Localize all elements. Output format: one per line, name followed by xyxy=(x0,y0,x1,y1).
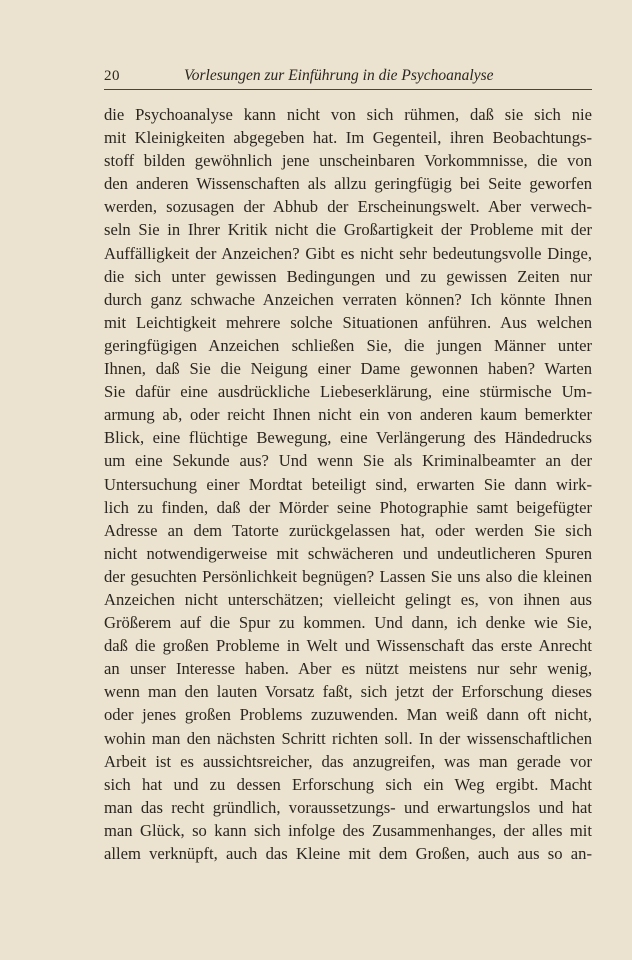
header-rule xyxy=(104,89,592,90)
text-line: man das recht gründlich, voraussetzungs- und erwartungslos und hat xyxy=(104,797,592,817)
text-line: den anderen Wissenschaften als allzu geringfügig bei Seite geworfen xyxy=(104,174,592,194)
page-number: 20 xyxy=(104,68,120,84)
text-line: Sie dafür eine ausdrückliche Liebeserklärung, eine stürmische Um- xyxy=(104,382,592,402)
text-line: Auffälligkeit der Anzeichen? Gibt es nicht sehr bedeutungsvolle Dinge, xyxy=(104,243,592,263)
text-line: daß die großen Probleme in Welt und Wissenschaft das erste Anrecht xyxy=(104,636,592,656)
text-line: mit Kleinigkeiten abgegeben hat. Im Gegenteil, ihren Beobachtungs- xyxy=(104,128,592,148)
running-title: Vorlesungen zur Einführung in die Psychoanalyse xyxy=(184,67,494,84)
text-line: der gesuchten Persönlichkeit begnügen? Lassen Sie uns also die kleinen xyxy=(104,566,592,586)
text-line: stoff bilden gewöhnlich jene unscheinbaren Vorkommnisse, die von xyxy=(104,151,592,171)
text-line: Größerem auf die Spur zu kommen. Und dann, ich denke wie Sie, xyxy=(104,613,592,633)
text-line: mit Leichtigkeit mehrere solche Situationen anführen. Aus welchen xyxy=(104,312,592,332)
text-line: seln Sie in Ihrer Kritik nicht die Großartigkeit der Probleme mit der xyxy=(104,220,592,240)
text-line: allem verknüpft, auch das Kleine mit dem Großen, auch aus so an- xyxy=(104,844,592,863)
text-line: an unser Interesse haben. Aber es nützt meistens nur sehr wenig, xyxy=(104,659,592,679)
text-line: Untersuchung einer Mordtat beteiligt sind, erwarten Sie dann wirk- xyxy=(104,474,592,494)
text-line: man Glück, so kann sich infolge des Zusammenhanges, der alles mit xyxy=(104,820,592,840)
text-line: durch ganz schwache Anzeichen verraten können? Ich könnte Ihnen xyxy=(104,289,592,309)
text-line: geringfügigen Anzeichen schließen Sie, die jungen Männer unter xyxy=(104,335,592,355)
text-line: Blick, eine flüchtige Bewegung, eine Verlängerung des Händedrucks xyxy=(104,428,592,448)
text-line: wohin man den nächsten Schritt richten soll. In der wissenschaftlichen xyxy=(104,728,592,748)
text-line: oder jenes großen Problems zuzuwenden. Man weiß dann oft nicht, xyxy=(104,705,592,725)
text-line: wenn man den lauten Vorsatz faßt, sich jetzt der Erforschung dieses xyxy=(104,682,592,702)
text-line: nicht notwendigerweise mit schwächeren und undeutlicheren Spuren xyxy=(104,543,592,563)
text-line: Ihnen, daß Sie die Neigung einer Dame gewonnen haben? Warten xyxy=(104,359,592,379)
text-line: lich zu finden, daß der Mörder seine Photographie samt beigefügter xyxy=(104,497,592,517)
text-line: armung ab, oder reicht Ihnen nicht ein von anderen kaum bemerkter xyxy=(104,405,592,425)
text-line: die Psychoanalyse kann nicht von sich rühmen, daß sie sich nie xyxy=(104,105,592,124)
text-line: um eine Sekunde aus? Und wenn Sie als Kriminalbeamter an der xyxy=(104,451,592,471)
text-line: Arbeit ist es aussichtsreicher, das anzugreifen, was man gerade vor xyxy=(104,751,592,771)
body-text xyxy=(104,103,592,865)
text-line: werden, sozusagen der Abhub der Erscheinungswelt. Aber verwech- xyxy=(104,197,592,217)
text-line: Anzeichen nicht unterschätzen; vielleicht gelingt es, von ihnen aus xyxy=(104,589,592,609)
text-line: die sich unter gewissen Bedingungen und zu gewissen Zeiten nur xyxy=(104,266,592,286)
page-header xyxy=(104,66,592,86)
text-line: sich hat und zu dessen Erforschung sich ein Weg ergibt. Macht xyxy=(104,774,592,794)
text-line: Adresse an dem Tatorte zurückgelassen hat, oder werden Sie sich xyxy=(104,520,592,540)
